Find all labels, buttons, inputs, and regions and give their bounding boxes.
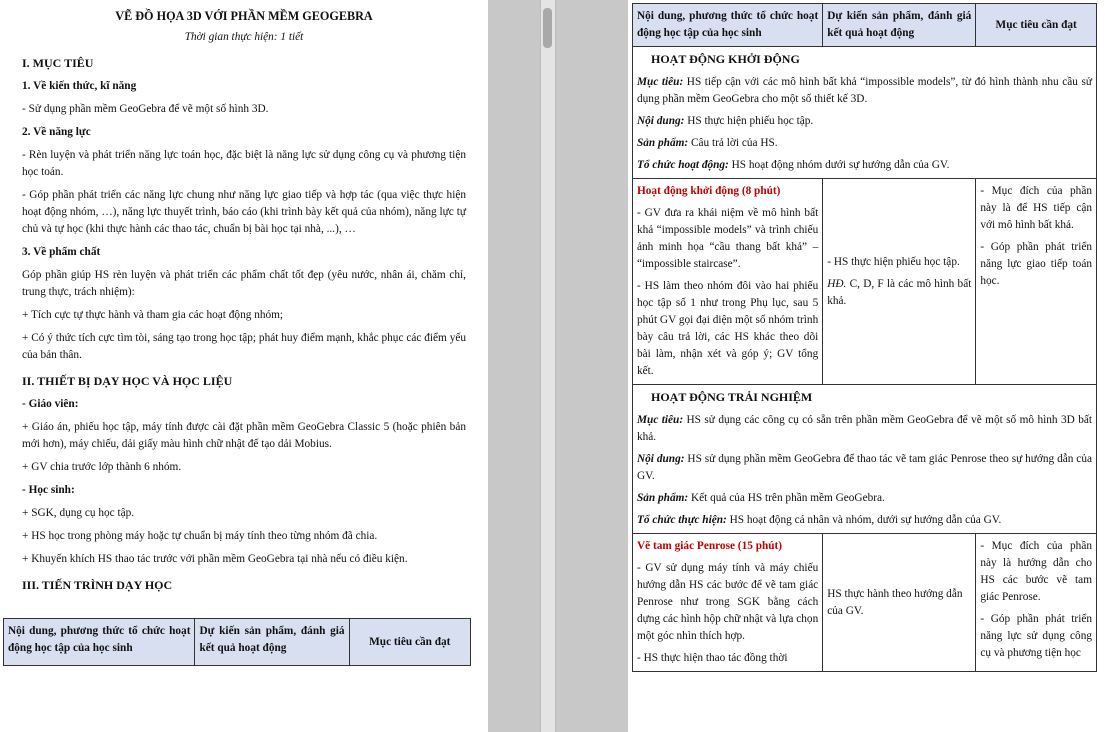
paragraph: + HS học trong phòng máy hoặc tự chuẩn bị máy tính theo từng nhóm đã chia. xyxy=(22,530,378,542)
paragraph: - Góp phần phát triển năng lực sử dụng công cụ và phương tiện học xyxy=(980,613,1092,659)
page-gutter xyxy=(488,0,628,732)
paragraph: - Mục đích của phần này là hướng dẫn cho HS các bước vẽ tam giác Penrose. xyxy=(980,540,1092,603)
paragraph: + Khuyến khích HS thao tác trước với phần mềm GeoGebra tại nhà nếu có điều kiện. xyxy=(22,553,408,565)
activity-detail-cell xyxy=(633,534,823,672)
document-title: VẼ ĐỒ HỌA 3D VỚI PHẦN MỀM GEOGEBRA xyxy=(115,9,373,23)
subheading-kien-thuc: 1. Về kiến thức, kĩ năng xyxy=(22,80,137,92)
section-heading-muc-tieu: I. MỤC TIÊU xyxy=(22,56,94,70)
paragraph: + SGK, dụng cụ học tập. xyxy=(22,507,135,519)
activity-summary-trai-nghiem xyxy=(633,385,1097,534)
activity-goal: Mục tiêu: HS tiếp cận với các mô hình bất khả “impossible models”, từ đó hình thành nhu cầu sử dụng phần mềm GeoGebra cho một số thiết kế 3D. xyxy=(637,76,1092,105)
activity-goal: Mục tiêu: HS sử dụng các công cụ có sẵn trên phần mềm GeoGebra để vẽ một số mô hình 3D bất khả. xyxy=(637,414,1092,443)
vertical-scrollbar[interactable] xyxy=(540,0,556,732)
activity-summary-khoi-dong xyxy=(633,47,1097,179)
table-header-cell: Dự kiến sản phẩm, đánh giá kết quả hoạt động xyxy=(823,4,976,47)
table-header-cell: Nội dung, phương thức tổ chức hoạt động học tập của học sinh xyxy=(633,4,823,47)
activity-content: Nội dung: HS thực hiện phiếu học tập. xyxy=(637,115,814,127)
activity-content: Nội dung: HS sử dụng phần mềm GeoGebra để thao tác vẽ tam giác Penrose theo sự hướng dẫn của GV. xyxy=(637,453,1092,482)
goal-cell xyxy=(976,534,1097,672)
lesson-table xyxy=(632,3,1097,672)
paragraph: - HS thực hiện thao tác đồng thời xyxy=(637,652,788,664)
activity-product: Sản phẩm: Câu trả lời của HS. xyxy=(637,137,778,149)
paragraph: HS thực hành theo hướng dẫn của GV. xyxy=(827,587,963,617)
table-header-cell: Mục tiêu cần đạt xyxy=(349,619,470,666)
section-heading-thiet-bi: II. THIẾT BỊ DẠY HỌC VÀ HỌC LIỆU xyxy=(22,374,233,388)
table-header-cell: Dự kiến sản phẩm, đánh giá kết quả hoạt động xyxy=(195,619,349,666)
activity-organization: Tổ chức thực hiện: HS hoạt động cá nhân và nhóm, dưới sự hướng dẫn của GV. xyxy=(637,514,1002,526)
subheading-hoc-sinh: - Học sinh: xyxy=(22,484,75,496)
paragraph: + Tích cực tự thực hành và tham gia các hoạt động nhóm; xyxy=(22,309,284,321)
activity-organization: Tổ chức hoạt động: HS hoạt động nhóm dưới sự hướng dẫn của GV. xyxy=(637,159,950,171)
document-page-1 xyxy=(0,0,488,732)
paragraph: Góp phần giúp HS rèn luyện và phát triển các phẩm chất tốt đẹp (yêu nước, nhân ái, chăm chỉ, trung thực, trách nhiệm): xyxy=(22,269,466,298)
activity-row-title: Vẽ tam giác Penrose (15 phút) xyxy=(637,540,783,552)
paragraph: - Rèn luyện và phát triển năng lực toán học, đặc biệt là năng lực sử dụng công cụ và phương tiện học toán. xyxy=(22,149,466,178)
paragraph: + GV chia trước lớp thành 6 nhóm. xyxy=(22,461,182,473)
paragraph: - HS làm theo nhóm đôi vào hai phiếu học tập số 1 như trong Phụ lục, sau 5 phút GV gọi đại diện một số nhóm trình bày câu trả lời, các HS khác theo dõi bài làm, nhận xét và góp ý; GV tổng kết. xyxy=(637,280,819,377)
subheading-nang-luc: 2. Về năng lực xyxy=(22,126,91,138)
paragraph: + Giáo án, phiếu học tập, máy tính được cài đặt phần mềm GeoGebra Classic 5 (hoặc phiên bản mới hơn), máy chiếu, dải giấy màu hình chữ nhật để tạo dải Mobius. xyxy=(22,421,466,450)
goal-cell xyxy=(976,179,1097,385)
activity-heading: HOẠT ĐỘNG KHỞI ĐỘNG xyxy=(651,52,800,66)
activity-product: Sản phẩm: Kết quả của HS trên phần mềm GeoGebra. xyxy=(637,492,885,504)
product-cell xyxy=(823,179,976,385)
table-header-cell: Mục tiêu cần đạt xyxy=(976,4,1097,47)
product-cell xyxy=(823,534,976,672)
paragraph: - Góp phần phát triển các năng lực chung như năng lực giao tiếp và hợp tác (qua việc thực hiện hoạt động nhóm, …), năng lực thuyết trình, báo cáo (khi trình bày kết quả của nhóm), năng lực tự chủ và tự học (khi thực hành các thao tác, chuẩn bị bài học tại nhà, ...), … xyxy=(22,189,466,235)
section-heading-tien-trinh: III. TIẾN TRÌNH DẠY HỌC xyxy=(22,578,173,592)
subheading-pham-chat: 3. Về phẩm chất xyxy=(22,246,101,258)
subheading-giao-vien: - Giáo viên: xyxy=(22,398,79,410)
paragraph: - GV đưa ra khái niệm về mô hình bất khả “impossible models” và trình chiếu ảnh minh họa “cầu thang bất khả” – “impossible staircase”. xyxy=(637,207,819,270)
paragraph: - Mục đích của phần này là để HS tiếp cận với mô hình bất khả. xyxy=(980,185,1092,231)
lesson-table-header xyxy=(3,618,471,666)
paragraph: HĐ. C, D, F là các mô hình bất khả. xyxy=(827,277,972,307)
paragraph: - Sử dụng phần mềm GeoGebra để vẽ một số hình 3D. xyxy=(22,103,269,115)
activity-heading: HOẠT ĐỘNG TRẢI NGHIỆM xyxy=(651,390,813,404)
paragraph: - GV sử dụng máy tính và máy chiếu hướng dẫn HS các bước để vẽ tam giác Penrose như trong SGK bằng cách dựng các hình hộp chữ nhật và lựa chọn một góc nhìn thích hợp. xyxy=(637,562,819,642)
document-page-2 xyxy=(628,0,1105,732)
paragraph: + Có ý thức tích cực tìm tòi, sáng tạo trong học tập; phát huy điểm mạnh, khắc phục các điểm yếu của bản thân. xyxy=(22,332,466,361)
paragraph: - HS thực hiện phiếu học tập. xyxy=(827,255,960,268)
table-header-cell: Nội dung, phương thức tổ chức hoạt động học tập của học sinh xyxy=(4,619,195,666)
document-subtitle: Thời gian thực hiện: 1 tiết xyxy=(184,31,304,43)
page1-content xyxy=(22,0,466,594)
activity-row-title: Hoạt động khởi động (8 phút) xyxy=(637,185,781,197)
scrollbar-thumb[interactable] xyxy=(543,8,552,48)
activity-detail-cell xyxy=(633,179,823,385)
paragraph: - Góp phần phát triển năng lực giao tiếp toán học. xyxy=(980,241,1092,287)
